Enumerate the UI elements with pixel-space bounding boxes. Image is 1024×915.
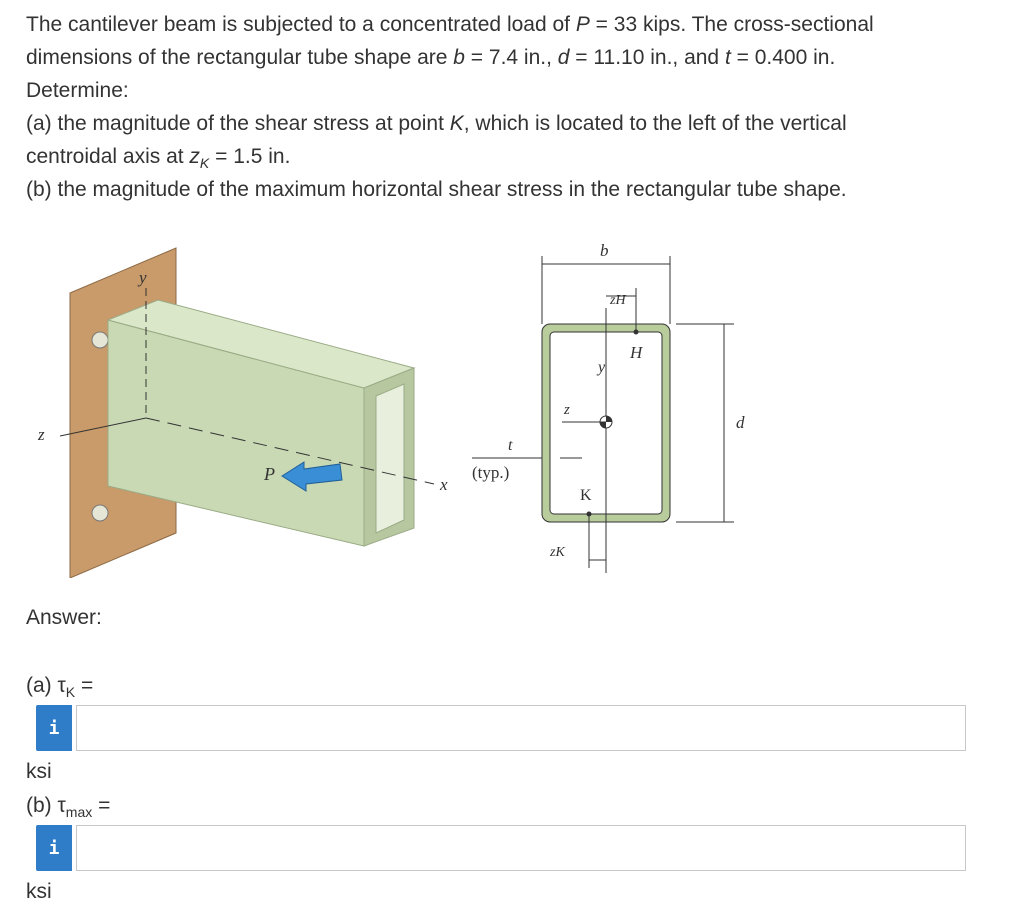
part-a-line-1: (a) the magnitude of the shear stress at point K, which is located to the left of the vertical bbox=[26, 112, 847, 135]
dim-d-label: d bbox=[736, 413, 745, 432]
problem-line-3: Determine: bbox=[26, 79, 129, 102]
dim-zK-label: zK bbox=[550, 545, 565, 560]
dim-zH-label: zH bbox=[610, 293, 626, 308]
cross-section bbox=[472, 256, 734, 573]
info-button-a[interactable] bbox=[36, 705, 72, 751]
answer-a-row bbox=[36, 705, 966, 751]
answer-b-row bbox=[36, 825, 966, 871]
info-button-b[interactable] bbox=[36, 825, 72, 871]
axis-x-label: x bbox=[440, 475, 448, 494]
problem-line-1: The cantilever beam is subjected to a concentrated load of P = 33 kips. The cross-sectional bbox=[26, 13, 874, 36]
answer-a-unit: ksi bbox=[26, 760, 52, 783]
problem-line-2: dimensions of the rectangular tube shape are b = 7.4 in., d = 11.10 in., and t = 0.400 in. bbox=[26, 46, 836, 69]
section-y-label: y bbox=[598, 359, 606, 376]
info-icon: i bbox=[48, 837, 60, 859]
info-icon: i bbox=[48, 717, 60, 739]
axis-y-label: y bbox=[139, 268, 147, 287]
typ-label: (typ.) bbox=[472, 463, 510, 482]
answer-b-unit: ksi bbox=[26, 880, 52, 903]
part-b-line: (b) the magnitude of the maximum horizontal shear stress in the rectangular tube shape. bbox=[26, 178, 847, 201]
axis-z-label: z bbox=[38, 425, 45, 444]
answer-b-label: (b) $\tau_{max}$ = bbox=[26, 794, 111, 821]
answer-a-label: (a) $\tau_K$ = bbox=[26, 674, 94, 701]
load-label: P bbox=[264, 464, 275, 484]
answer-a-input[interactable] bbox=[76, 705, 966, 751]
point-K-label: K bbox=[580, 487, 592, 504]
section-z-label: z bbox=[564, 402, 570, 418]
point-H-label: H bbox=[630, 343, 643, 362]
beam-figure bbox=[24, 228, 784, 578]
dim-b-label: b bbox=[600, 241, 609, 260]
part-a-line-2: centroidal axis at $z_K = 1.5$ in. bbox=[26, 145, 291, 172]
problem-statement bbox=[26, 8, 1006, 206]
answer-heading: Answer: bbox=[26, 606, 102, 629]
dim-t-label: t bbox=[508, 437, 513, 454]
answer-b-input[interactable] bbox=[76, 825, 966, 871]
